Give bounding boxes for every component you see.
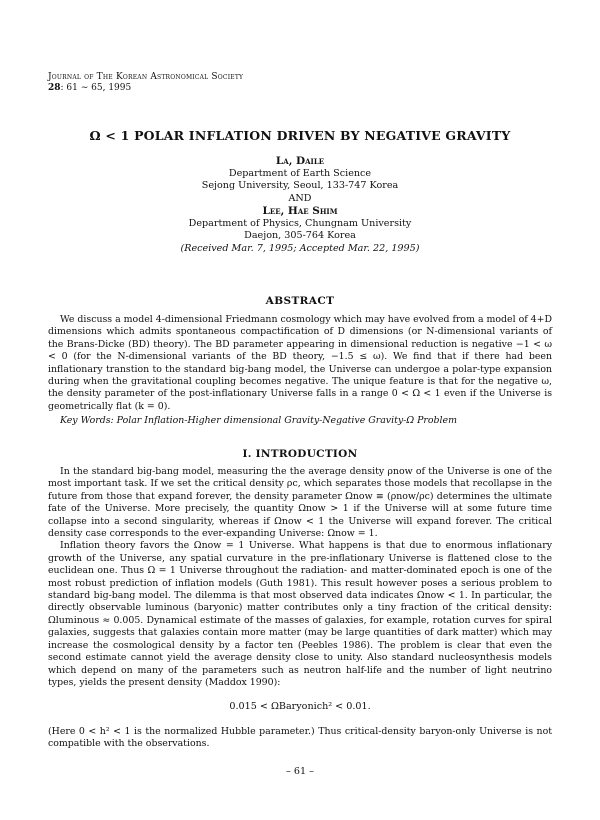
paragraph-2: Inflation theory favors the Ωnow = 1 Universe. What happens is that due to enormous inflationary growth of the Universe, any spatial curvature in the pre-inflationary Universe is flattened close to the euclidean one. Thus Ω = 1 Universe throughout the radiation- and matter-dominated epoch is one of the most robust prediction of inflation models (Guth 1981). This result however poses a serious problem to standard big-bang model. The dilemma is that most observed data indicates Ωnow < 1. In particular, the directly observable luminous (baryonic) matter contributes only a tiny fraction of the critical density: Ωluminous ≈ 0.005. Dynamical estimate of the masses of galaxies, for example, rotation curves for spiral galaxies, suggests that galaxies contain more matter (may be large quantities of dark matter) which may increase the cosmological density by a factor ten (Peebles 1986). The problem is clear that even the second estimate cannot yield the average density close to unity. Also standard nucleosynthesis models which depend on many of the parameters such as neutron half-life and the number of light neutrino types, yields the present density (Maddox 1990): <box>48 540 552 688</box>
author-block <box>0 155 600 255</box>
paper-title: Ω < 1 POLAR INFLATION DRIVEN BY NEGATIVE GRAVITY <box>89 128 511 143</box>
paragraph-3: (Here 0 < h² < 1 is the normalized Hubble parameter.) Thus critical-density baryon-only Universe is not compatible with the observations. <box>48 725 552 750</box>
affiliation-2-line-1: Department of Physics, Chungnam University <box>188 217 412 229</box>
keywords: Key Words: Polar Inflation-Higher dimensional Gravity-Negative Gravity-Ω Problem <box>60 415 457 426</box>
journal-volume: 28 <box>48 83 61 93</box>
paragraph-1: In the standard big-bang model, measuring the the average density ρnow of the Universe is one of the most important task. If we set the critical density ρc, which separates those models that recollapse in the future from those that expand forever, the density parameter Ωnow ≡ (ρnow/ρc) determines the ultimate fate of the Universe. More precisely, the quantity Ωnow > 1 if the Universe will at some future time collapse into a second singularity, whereas if Ωnow < 1 the Universe will expand forever. The critical density case corresponds to the ever-expanding Universe: Ωnow = 1. <box>48 466 552 540</box>
affiliation-2-line-2: Daejon, 305-764 Korea <box>244 230 356 241</box>
author-1: La, Daile <box>275 155 325 167</box>
section-body <box>48 466 552 751</box>
equation: 0.015 < ΩBaryonich² < 0.01. <box>229 701 371 713</box>
journal-pages: : 61 ∼ 65, 1995 <box>60 83 132 93</box>
page-number: – 61 – <box>286 766 314 777</box>
abstract-heading: ABSTRACT <box>265 295 335 307</box>
received-dates: (Received Mar. 7, 1995; Accepted Mar. 22, 1995) <box>180 242 420 254</box>
journal-reference <box>48 83 243 94</box>
journal-header <box>48 72 243 94</box>
abstract-text: We discuss a model 4-dimensional Friedmann cosmology which may have evolved from a model of 4+D dimensions which admits spontaneous compactification of D dimensions (or N-dimensional variants of the Brans-Dicke (BD) theory). The BD parameter appearing in dimensional reduction is negative −1 < ω < 0 (for the N-dimensional variants of the BD theory, −1.5 ≤ ω). We find that if there had been inflationary transtion to the standard big-bang model, the Universe can undergoe a polar-type expansion during when the gravitational coupling becomes negative. The unique feature is that for the negative ω, the density parameter of the post-inflationary Universe falls in a range 0 < Ω < 1 even if the Universe is geometrically flat (k = 0). <box>48 314 553 412</box>
author-conjunction: AND <box>288 192 312 204</box>
affiliation-1-line-1: Department of Earth Science <box>228 167 372 179</box>
section-heading: I. INTRODUCTION <box>242 448 358 460</box>
author-2: Lee, Hae Shim <box>262 205 338 217</box>
journal-name: Journal of The Korean Astronomical Society <box>48 72 244 82</box>
affiliation-1-line-2: Sejong University, Seoul, 133-747 Korea <box>201 180 399 191</box>
